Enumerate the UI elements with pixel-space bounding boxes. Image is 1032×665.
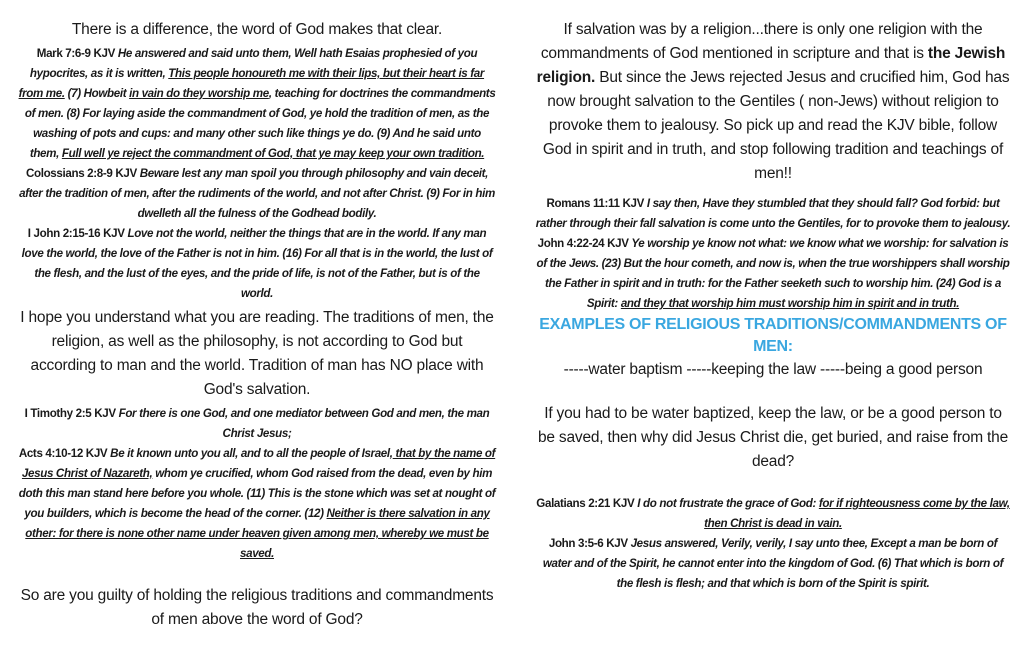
left-column [18, 18, 496, 632]
verse-mark-underline-3: Full well ye reject the commandment of God, that ye may keep your own tradition. [61, 147, 485, 160]
verse-acts [18, 444, 496, 564]
verse-john4-underline: and they that worship him must worship him in spirit and in truth. [620, 297, 960, 310]
verse-colossians-text: Beware lest any man spoil you through philosophy and vain deceit, after the tradition of men, after the rudiments of the world, and not after Christ. (9) For in him dwelleth all the fulness of the Godhead bodily. [19, 167, 495, 220]
examples-heading: EXAMPLES OF RELIGIOUS TRADITIONS/COMMANDMENTS OF MEN: [539, 316, 1007, 355]
verse-acts-text-2: whom ye crucified, whom God raised from the dead, even by him doth this man stand here before you whole. (11) This is the stone which was set at nought of you builders, which is become the head of the corner. (12) [18, 467, 496, 520]
verse-1john-ref: I John 2:15-16 KJV [27, 227, 125, 240]
salvation-text-a: If salvation was by a religion...there is only one religion with the commandments of God mentioned in scripture and that is [540, 21, 983, 62]
verse-galatians-ref: Galatians 2:21 KJV [536, 497, 635, 510]
verse-romans [534, 194, 1012, 234]
verse-mark-text-3: , teaching for doctrines the commandments of men. (8) For laying aside the commandment of God, ye hold the tradition of men, as the washing of pots and cups: and many other such like things ye do. (9) And he said unto them, [24, 87, 496, 160]
verse-1john-text: Love not the world, neither the things that are in the world. If any man love the world, the love of the Father is not in him. (16) For all that is in the world, the lust of the flesh, and the lust of the eyes, and the pride of life, is not of the Father, but is of the world. [21, 227, 493, 300]
verse-galatians-underline: for if righteousness come by the law, then Christ is dead in vain. [704, 497, 1010, 530]
verse-mark-text: He answered and said unto them, Well hath Esaias prophesied of you hypocrites, as it is written, [29, 47, 478, 80]
verse-john3-text: Jesus answered, Verily, verily, I say unto thee, Except a man be born of water and of the Spirit, he cannot enter into the kingdom of God. (6) That which is born of the flesh is flesh; and that which is born of the Spirit is spirit. [542, 537, 1004, 590]
verse-mark-underline-2: in vain do they worship me [129, 87, 269, 100]
verse-galatians-text: I do not frustrate the grace of God: [634, 497, 819, 510]
guilty-question: So are you guilty of holding the religious traditions and commandments of men above the word of God? [20, 587, 494, 628]
verse-timothy-text: For there is one God, and one mediator between God and men, the man Christ Jesus; [115, 407, 490, 440]
why-question: If you had to be water baptized, keep the law, or be a good person to be saved, then why did Jesus Christ die, get buried, and raise from the dead? [537, 405, 1008, 470]
salvation-text [534, 18, 1012, 186]
verse-romans-ref: Romans 11:11 KJV [546, 197, 644, 210]
verse-mark-text-2: (7) Howbeit [64, 87, 130, 100]
verse-john3-ref: John 3:5-6 KJV [548, 537, 628, 550]
verse-john4-ref: John 4:22-24 KJV [537, 237, 629, 250]
verse-mark-underline-1: This people honoureth me with their lips, but their heart is far from me. [18, 67, 485, 100]
verse-acts-ref: Acts 4:10-12 KJV [18, 447, 108, 460]
verse-romans-text: I say then, Have they stumbled that they should fall? God forbid: but rather through their fall salvation is come unto the Gentiles, for to provoke them to jealousy. [535, 197, 1011, 230]
verse-acts-underline-2: Neither is there salvation in any other: for there is none other name under heaven given among men, whereby we must be saved. [25, 507, 490, 560]
verse-timothy [18, 404, 496, 444]
salvation-bold: the Jewish religion. [536, 45, 1006, 86]
verse-galatians [534, 494, 1012, 534]
examples-list: -----water baptism -----keeping the law -----being a good person [563, 361, 983, 378]
right-column [534, 18, 1012, 594]
verse-acts-underline-1: that by the name of Jesus Christ of Nazareth, [21, 447, 496, 480]
intro-text: There is a difference, the word of God makes that clear. [71, 21, 443, 38]
salvation-text-b: But since the Jews rejected Jesus and crucified him, God has now brought salvation to the Gentiles ( non-Jews) without religion to provoke them to jealousy. So pick up and read the KJV bible, follow God in spirit and in truth, and stop following tradition and teachings of men!! [542, 69, 1010, 182]
verse-timothy-ref: I Timothy 2:5 KJV [24, 407, 116, 420]
verse-john4 [534, 234, 1012, 314]
verse-acts-text: Be it known unto you all, and to all the people of Israel, [107, 447, 393, 460]
verse-colossians [18, 164, 496, 224]
verse-1john [18, 224, 496, 304]
understand-text: I hope you understand what you are reading. The traditions of men, the religion, as well as the philosophy, is not according to God but according to man and the world. Tradition of man has NO place with God's salvation. [20, 309, 494, 398]
verse-mark-ref: Mark 7:6-9 KJV [36, 47, 115, 60]
verse-john4-text: Ye worship ye know not what: we know what we worship: for salvation is of the Jews. (23) But the hour cometh, and now is, when the true worshippers shall worship the Father in spirit and in truth: for the Father seeketh such to worship him. (24) God is a Spirit: [536, 237, 1010, 310]
verse-mark [18, 44, 496, 164]
verse-john3 [534, 534, 1012, 594]
verse-colossians-ref: Colossians 2:8-9 KJV [25, 167, 137, 180]
